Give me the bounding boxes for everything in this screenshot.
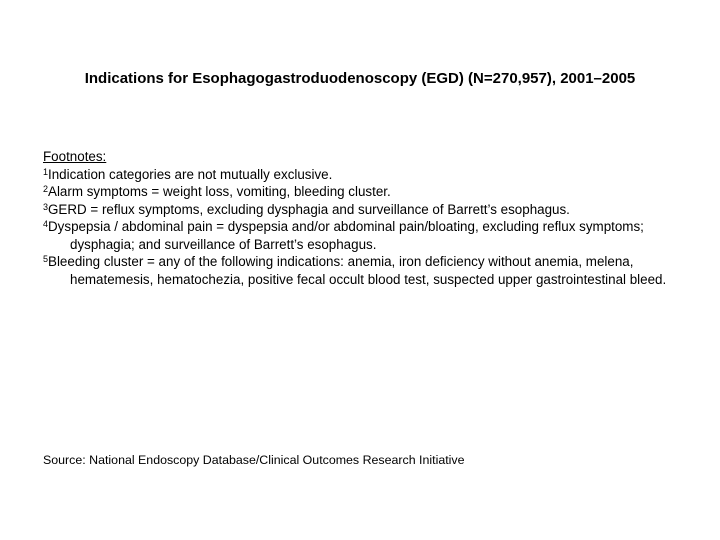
footnote-text: Indication categories are not mutually exclusive. <box>48 166 333 182</box>
footnote-2 <box>43 183 693 201</box>
footnote-text: Bleeding cluster = any of the following indications: anemia, iron deficiency without anemia, melena, hematemesis, hematochezia, positive fecal occult blood test, suspected upper gastrointestinal bleed. <box>48 254 667 287</box>
footnotes-section <box>43 148 693 288</box>
footnote-text: Alarm symptoms = weight loss, vomiting, bleeding cluster. <box>48 184 391 199</box>
source-note: Source: National Endoscopy Database/Clinical Outcomes Research Initiative <box>43 453 465 467</box>
footnote-text: GERD = reflux symptoms, excluding dysphagia and surveillance of Barrett’s esophagus. <box>48 201 570 217</box>
footnote-5 <box>43 253 693 288</box>
footnote-marker: 4 <box>43 219 49 229</box>
footnote-marker: 1 <box>43 166 49 177</box>
footnote-text: Dyspepsia / abdominal pain = dyspepsia and/or abdominal pain/bloating, excluding reflux symptoms; dysphagia; and surveillance of Barrett’s esophagus. <box>48 219 644 252</box>
footnotes-heading: Footnotes: <box>43 149 107 164</box>
footnote-4 <box>43 218 693 253</box>
footnote-1 <box>43 166 693 184</box>
footnote-marker: 3 <box>43 201 49 212</box>
footnote-3 <box>43 201 693 219</box>
footnote-marker: 2 <box>43 184 49 194</box>
page-title: Indications for Esophagogastroduodenoscopy (EGD) (N=270,957), 2001–2005 <box>84 70 636 87</box>
footnote-marker: 5 <box>43 254 49 264</box>
